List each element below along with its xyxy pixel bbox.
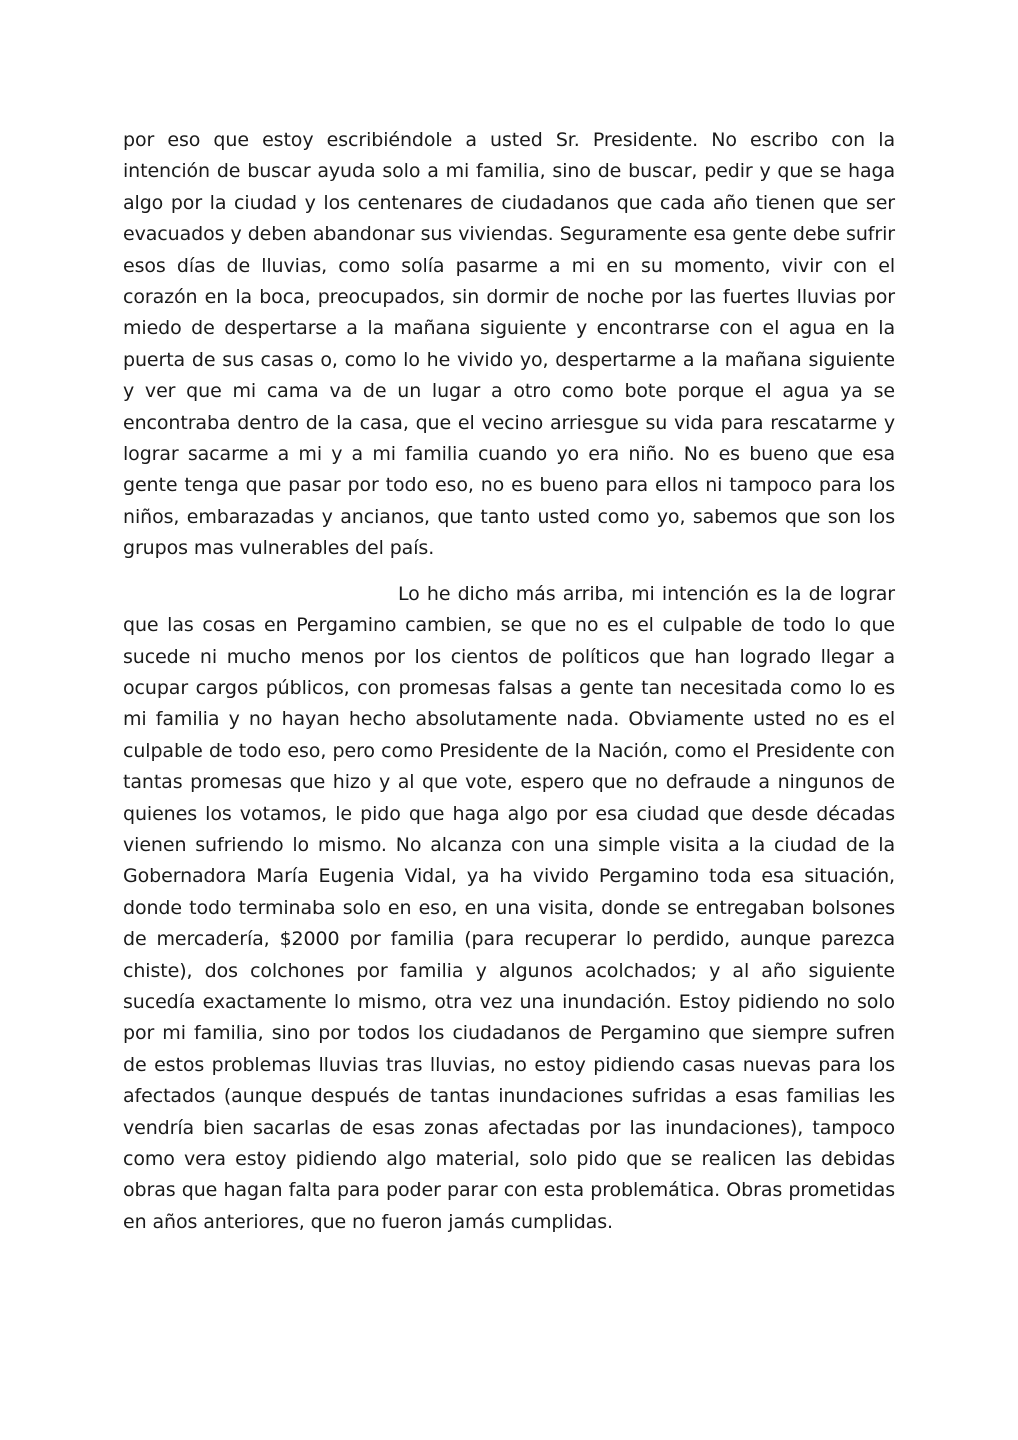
paragraph-1: por eso que estoy escribiéndole a usted Sr. Presidente. No escribo con la intención de buscar ayuda solo a mi familia, sino de buscar, pedir y que se haga algo por la ciudad y los centenares de ciudadanos que cada año tienen que ser evacuados y deben abandonar sus viviendas. Seguramente esa gente debe sufrir esos días de lluvias, como solía pasarme a mi en su momento, vivir con el corazón en la boca, preocupados, sin dormir de noche por las fuertes lluvias por miedo de despertarse a la mañana siguiente y encontrarse con el agua en la puerta de sus casas o, como lo he vivido yo, despertarme a la mañana siguiente y ver que mi cama va de un lugar a otro como bote porque el agua ya se encontraba dentro de la casa, que el vecino arriesgue su vida para rescatarme y lograr sacarme a mi y a mi familia cuando yo era niño. No es bueno que esa gente tenga que pasar por todo eso, no es bueno para ellos ni tampoco para los niños, embarazadas y ancianos, que tanto usted como yo, sabemos que son los grupos mas vulnerables del país. <box>123 129 895 560</box>
paragraph-2: Lo he dicho más arriba, mi intención es la de lograr que las cosas en Pergamino cambien, se que no es el culpable de todo lo que sucede ni mucho menos por los cientos de políticos que han logrado llegar a ocupar cargos públicos, con promesas falsas a gente tan necesitada como lo es mi familia y no hayan hecho absolutamente nada. Obviamente usted no es el culpable de todo eso, pero como Presidente de la Nación, como el Presidente con tantas promesas que hizo y al que vote, espero que no defraude a ningunos de quienes los votamos, le pido que haga algo por esa ciudad que desde décadas vienen sufriendo lo mismo. No alcanza con una simple visita a la ciudad de la Gobernadora María Eugenia Vidal, ya ha vivido Pergamino toda esa situación, donde todo terminaba solo en eso, en una visita, donde se entregaban bolsones de mercadería, $2000 por familia (para recuperar lo perdido, aunque parezca chiste), dos colchones por familia y algunos acolchados; y al año siguiente sucedía exactamente lo mismo, otra vez una inundación. Estoy pidiendo no solo por mi familia, sino por todos los ciudadanos de Pergamino que siempre sufren de estos problemas lluvias tras lluvias, no estoy pidiendo casas nuevas para los afectados (aunque después de tantas inundaciones sufridas a esas familias les vendría bien sacarlas de esas zonas afectadas por las inundaciones), tampoco como vera estoy pidiendo algo material, solo pido que se realicen las debidas obras que hagan falta para poder parar con esta problemática. Obras prometidas en años anteriores, que no fueron jamás cumplidas. <box>123 582 895 1233</box>
letter-body <box>123 125 895 1238</box>
